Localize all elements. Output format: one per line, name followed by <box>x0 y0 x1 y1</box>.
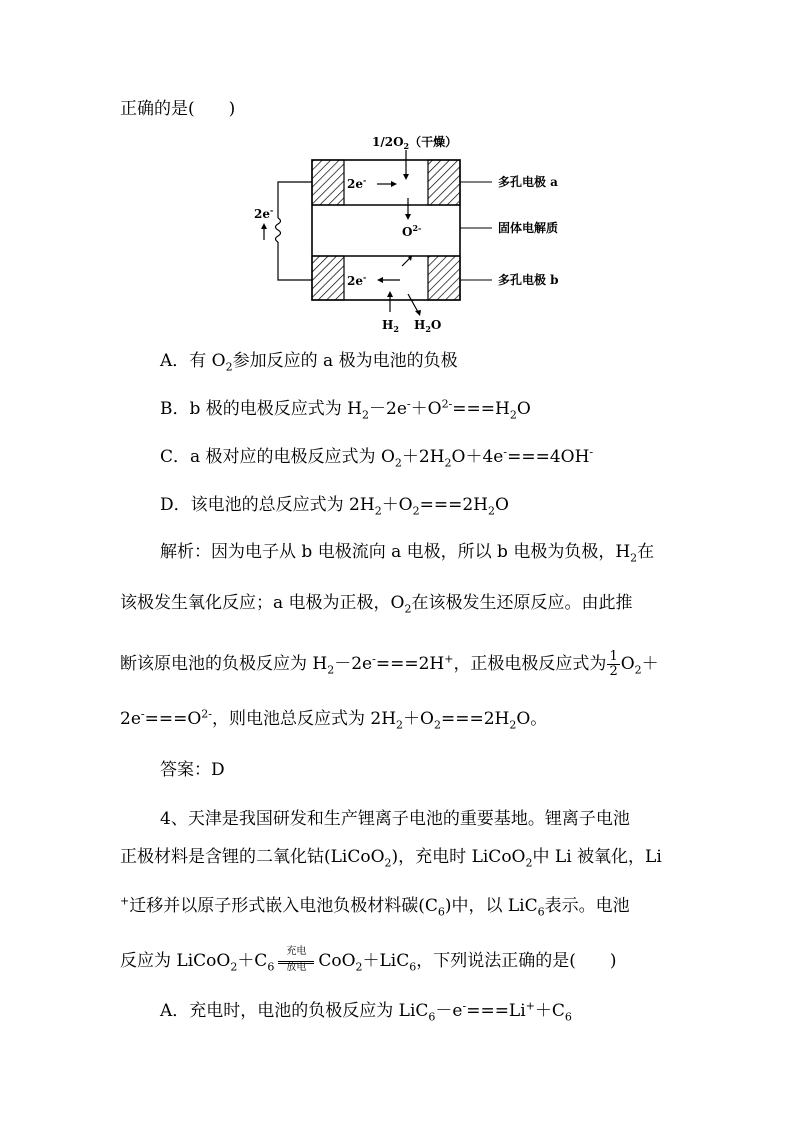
reversible-arrow: 充电 放电 <box>276 951 316 973</box>
water-arrow <box>408 294 418 312</box>
load-resistor <box>276 218 281 242</box>
q4-line-1: 4、天津是我国研发和生产锂离子电池的重要基地。锂离子电池 <box>160 809 630 829</box>
fraction-one-half: $\frac{1}{2}$ <box>609 649 618 679</box>
option-d: D．该电池的总反应式为 $2H_2+O_2===2H_2O$ <box>160 495 509 518</box>
lower-electron-label: 2e- <box>347 272 367 288</box>
q4-line-3: +迁移并以原子形式嵌入电池负极材料碳$(C_6)$中，以 LiC$_6$表示。电池 <box>120 894 630 919</box>
label-electrode-a: 多孔电极 a <box>498 175 558 189</box>
q4-line-2: 正极材料是含锂的二氧化钴(LiCoO$_2$)，充电时 LiCoO$_2$中 Li 被氧化，Li <box>120 847 662 870</box>
upper-electron-label: 2e- <box>347 175 367 191</box>
option-c: C．a 极对应的电极反应式为 $O_2+2H_2O+4e^-===4OH^-$ <box>160 445 594 470</box>
oxygen-input-label: $1/2O_2$（干燥） <box>372 135 458 151</box>
electrode-b-left <box>312 256 344 300</box>
analysis-line-4: $2e^-===O^{2-}$，则电池总反应式为 $2H_2+O_2===2H_2O$。 <box>120 707 548 732</box>
water-label: $H_2O$ <box>414 318 442 334</box>
q4-option-a: A．充电时，电池的负极反应为 $LiC_6-e^-===Li^++C_6$ <box>160 999 572 1024</box>
electrode-a-left <box>312 160 344 205</box>
answer: 答案：D <box>160 760 225 780</box>
analysis-line-2: 该极发生氧化反应；a 电极为正极，$O_2$在该极发生还原反应。由此推 <box>120 593 633 616</box>
external-wire <box>278 182 312 218</box>
q4-line-4: 反应为 $LiCoO_2+C_6$ 充电 放电 CoO$_2$＋LiC$_6$，下列说法正确的是( ) <box>120 945 617 974</box>
analysis-line-1: 解析：因为电子从 b 电极流向 a 电极，所以 b 电极为负极，$H_2$在 <box>160 542 655 565</box>
hydrogen-label: $H_2$ <box>382 318 399 334</box>
analysis-line-3: 断该原电池的负极反应为 $H_2-2e^-===2H^+$，正极电极反应式为 $\frac{1}{2}$ $O_2+$ <box>120 649 659 679</box>
circuit-electron-label: 2e- <box>254 205 274 221</box>
oxide-ion-label: $O^{2-}$ <box>402 223 422 239</box>
electrode-a-right <box>428 160 460 205</box>
option-b: B．b 极的电极反应式为 $H_2-2e^-+O^{2-}===H_2O$ <box>160 397 531 422</box>
electrode-b-right <box>428 256 460 300</box>
label-solid-electrolyte: 固体电解质 <box>498 221 559 235</box>
label-electrode-b: 多孔电极 b <box>498 273 559 287</box>
question-tail: 正确的是( ) <box>120 99 236 119</box>
option-a: A．有 $O_2$参加反应的 a 极为电池的负极 <box>160 351 458 374</box>
fuel-cell-diagram <box>250 130 590 335</box>
